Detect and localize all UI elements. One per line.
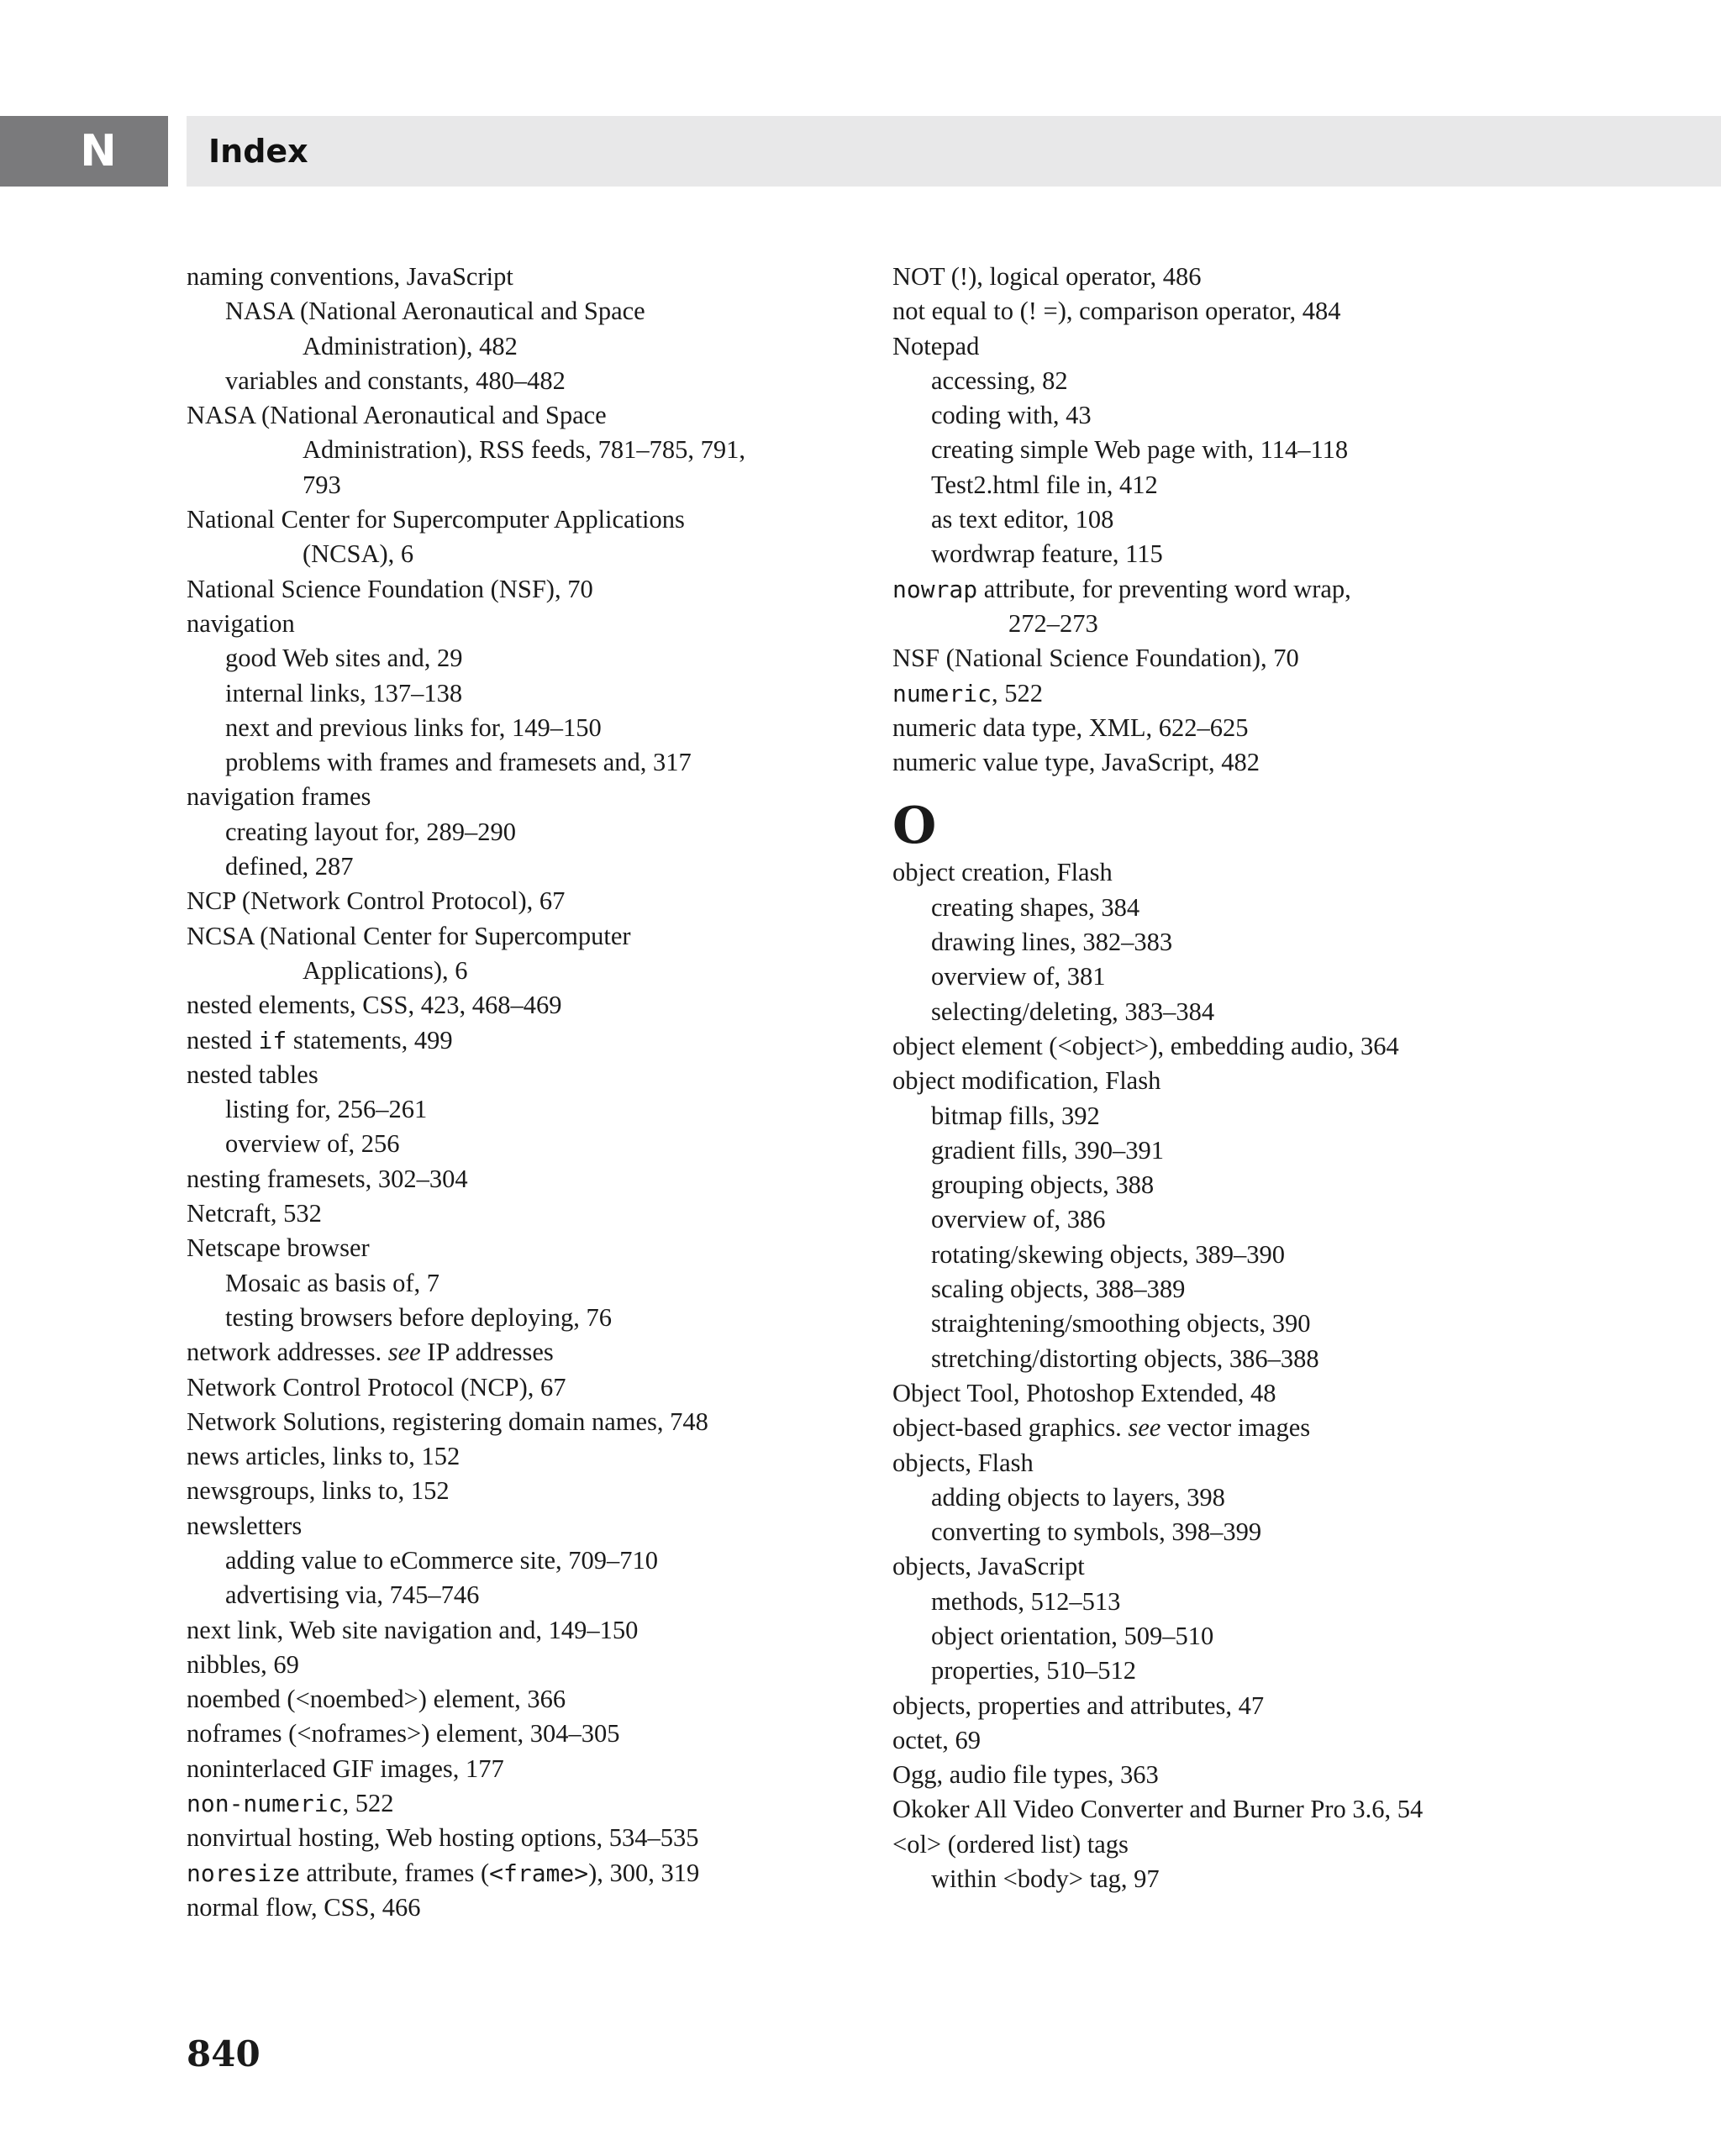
index-entry: Network Solutions, registering domain names, 748: [187, 1407, 708, 1436]
index-entry: Netcraft, 532: [187, 1199, 322, 1228]
page-title: Index: [208, 133, 308, 170]
index-entry: wordwrap feature, 115: [931, 539, 1163, 569]
index-entry: creating layout for, 289–290: [225, 817, 517, 846]
index-entry: gradient fills, 390–391: [931, 1135, 1165, 1165]
index-entry: Administration), RSS feeds, 781–785, 791,: [303, 435, 745, 465]
index-entry: Test2.html file in, 412: [931, 470, 1158, 499]
index-entry: Mosaic as basis of, 7: [225, 1268, 439, 1297]
index-entry: selecting/deleting, 383–384: [931, 996, 1215, 1026]
index-entry: rotating/skewing objects, 389–390: [931, 1239, 1286, 1269]
index-entry: naming conventions, JavaScript: [187, 262, 513, 291]
index-entry: good Web sites and, 29: [225, 644, 463, 673]
index-entry-part: <frame>: [489, 1859, 589, 1887]
index-entry: stretching/distorting objects, 386–388: [931, 1344, 1319, 1373]
index-entry: creating simple Web page with, 114–118: [931, 435, 1349, 465]
index-entry: overview of, 256: [225, 1129, 400, 1159]
index-entry: (NCSA), 6: [303, 539, 414, 569]
index-entry: [892, 1411, 1649, 1445]
index-entry-part: object-based graphics.: [892, 1413, 1129, 1443]
index-entry: numeric value type, JavaScript, 482: [892, 748, 1260, 777]
section-tab: [0, 116, 168, 187]
index-entry: Notepad: [892, 331, 980, 360]
index-entry: Netscape browser: [187, 1233, 370, 1263]
index-entry: nesting framesets, 302–304: [187, 1164, 468, 1193]
index-entry: Okoker All Video Converter and Burner Pro 3.6, 54: [892, 1795, 1424, 1824]
page-header: [187, 116, 1721, 187]
index-entry: creating shapes, 384: [931, 892, 1140, 922]
index-entry: next link, Web site navigation and, 149–150: [187, 1615, 639, 1644]
index-entry: scaling objects, 388–389: [931, 1275, 1186, 1304]
index-entry: nested elements, CSS, 423, 468–469: [187, 991, 562, 1020]
index-entry-part: network addresses.: [187, 1338, 388, 1367]
index-entry: properties, 510–512: [931, 1656, 1136, 1685]
index-entry: 272–273: [1008, 608, 1098, 638]
index-entry: straightening/smoothing objects, 390: [931, 1309, 1311, 1338]
section-tab-letter: N: [80, 126, 117, 176]
index-entry: coding with, 43: [931, 401, 1092, 430]
index-entry: octet, 69: [892, 1725, 982, 1754]
index-entry: within <body> tag, 97: [931, 1864, 1160, 1894]
index-entry: nibbles, 69: [187, 1649, 299, 1679]
index-entry: converting to symbols, 398–399: [931, 1517, 1262, 1547]
index-entry-part: see: [1128, 1413, 1161, 1443]
index-entry: NOT (!), logical operator, 486: [892, 262, 1202, 291]
index-entry: [187, 1786, 842, 1821]
index-entry: newsgroups, links to, 152: [187, 1476, 450, 1506]
index-entry: numeric data type, XML, 622–625: [892, 713, 1249, 742]
index-entry: variables and constants, 480–482: [225, 365, 566, 395]
index-entry: [187, 1023, 842, 1058]
index-entry: Administration), 482: [303, 331, 518, 360]
index-entry: testing browsers before deploying, 76: [225, 1302, 612, 1332]
index-entry: not equal to (! =), comparison operator, 484: [892, 297, 1341, 326]
index-entry-part: ), 300, 319: [588, 1858, 700, 1887]
index-entry: advertising via, 745–746: [225, 1580, 480, 1610]
index-entry: Ogg, audio file types, 363: [892, 1760, 1159, 1790]
index-entry: methods, 512–513: [931, 1586, 1121, 1616]
index-entry: object creation, Flash: [892, 858, 1113, 887]
index-entry: 793: [303, 470, 341, 499]
index-entry: news articles, links to, 152: [187, 1442, 461, 1471]
page-number: 840: [187, 2033, 261, 2074]
index-entry: objects, Flash: [892, 1448, 1034, 1477]
index-entry-part: attribute, frames (: [299, 1858, 490, 1887]
index-entry: adding value to eCommerce site, 709–710: [225, 1545, 658, 1575]
index-entry: NASA (National Aeronautical and Space: [187, 401, 607, 430]
index-entry: normal flow, CSS, 466: [187, 1892, 421, 1922]
index-entry: object element (<object>), embedding audio, 364: [892, 1031, 1399, 1060]
index-entry: Object Tool, Photoshop Extended, 48: [892, 1378, 1276, 1407]
index-entry: overview of, 381: [931, 962, 1106, 991]
index-entry: NCP (Network Control Protocol), 67: [187, 886, 566, 916]
index-entry: noframes (<noframes>) element, 304–305: [187, 1719, 620, 1748]
index-entry: problems with frames and framesets and, 317: [225, 748, 692, 777]
index-entry: Applications), 6: [303, 955, 468, 985]
index-entry: internal links, 137–138: [225, 678, 463, 707]
index-entry-part: , 522: [342, 1789, 394, 1818]
index-entry-part: see: [387, 1338, 421, 1367]
index-entry: accessing, 82: [931, 365, 1068, 395]
index-entry: next and previous links for, 149–150: [225, 713, 602, 742]
index-entry-part: , 522: [992, 678, 1044, 707]
index-entry: overview of, 386: [931, 1205, 1106, 1234]
index-entry-part: nested: [187, 1025, 259, 1054]
index-entry: listing for, 256–261: [225, 1095, 428, 1124]
index-entry: [187, 1856, 842, 1890]
index-entry-part: vector images: [1160, 1413, 1311, 1443]
index-entry: Network Control Protocol (NCP), 67: [187, 1372, 566, 1401]
index-entry: nonvirtual hosting, Web hosting options, 534–535: [187, 1823, 699, 1853]
index-entry-part: noresize: [187, 1859, 300, 1887]
index-entry: object modification, Flash: [892, 1066, 1161, 1096]
index-entry: bitmap fills, 392: [931, 1101, 1100, 1130]
section-letter-o: O: [892, 797, 937, 856]
index-entry: NCSA (National Center for Supercomputer: [187, 921, 631, 950]
index-entry: as text editor, 108: [931, 505, 1114, 534]
index-entry: drawing lines, 382–383: [931, 928, 1173, 957]
index-entry: noninterlaced GIF images, 177: [187, 1754, 504, 1783]
index-entry: navigation: [187, 608, 295, 638]
index-entry: objects, properties and attributes, 47: [892, 1691, 1265, 1720]
index-entry: [187, 1335, 842, 1370]
index-entry: [892, 572, 1649, 607]
index-entry: noembed (<noembed>) element, 366: [187, 1685, 566, 1714]
index-column-left: [187, 260, 842, 1925]
index-entry: NSF (National Science Foundation), 70: [892, 644, 1299, 673]
index-entry: nested tables: [187, 1060, 318, 1089]
index-entry: objects, JavaScript: [892, 1552, 1085, 1581]
index-section-n-continued: [892, 260, 1649, 780]
index-entry-part: non-numeric: [187, 1790, 343, 1818]
index-entry: NASA (National Aeronautical and Space: [225, 297, 645, 326]
index-entry: object orientation, 509–510: [931, 1621, 1214, 1650]
index-entry-part: if: [258, 1026, 287, 1054]
index-entry-part: numeric: [892, 679, 992, 707]
index-entry-part: IP addresses: [420, 1338, 554, 1367]
index-entry: navigation frames: [187, 782, 371, 812]
index-entry: newsletters: [187, 1511, 303, 1540]
index-entry: adding objects to layers, 398: [931, 1482, 1225, 1512]
index-section-o: [892, 855, 1649, 1896]
index-entry: grouping objects, 388: [931, 1170, 1155, 1200]
index-entry: National Center for Supercomputer Applications: [187, 505, 685, 534]
index-entry: National Science Foundation (NSF), 70: [187, 574, 593, 603]
index-entry: <ol> (ordered list) tags: [892, 1829, 1129, 1859]
index-entry-part: statements, 499: [287, 1025, 453, 1054]
index-entry: defined, 287: [225, 852, 354, 881]
index-entry: [892, 676, 1649, 711]
index-column-right: [892, 260, 1649, 1896]
index-entry-part: nowrap: [892, 575, 978, 603]
index-entry-part: attribute, for preventing word wrap,: [977, 574, 1351, 603]
